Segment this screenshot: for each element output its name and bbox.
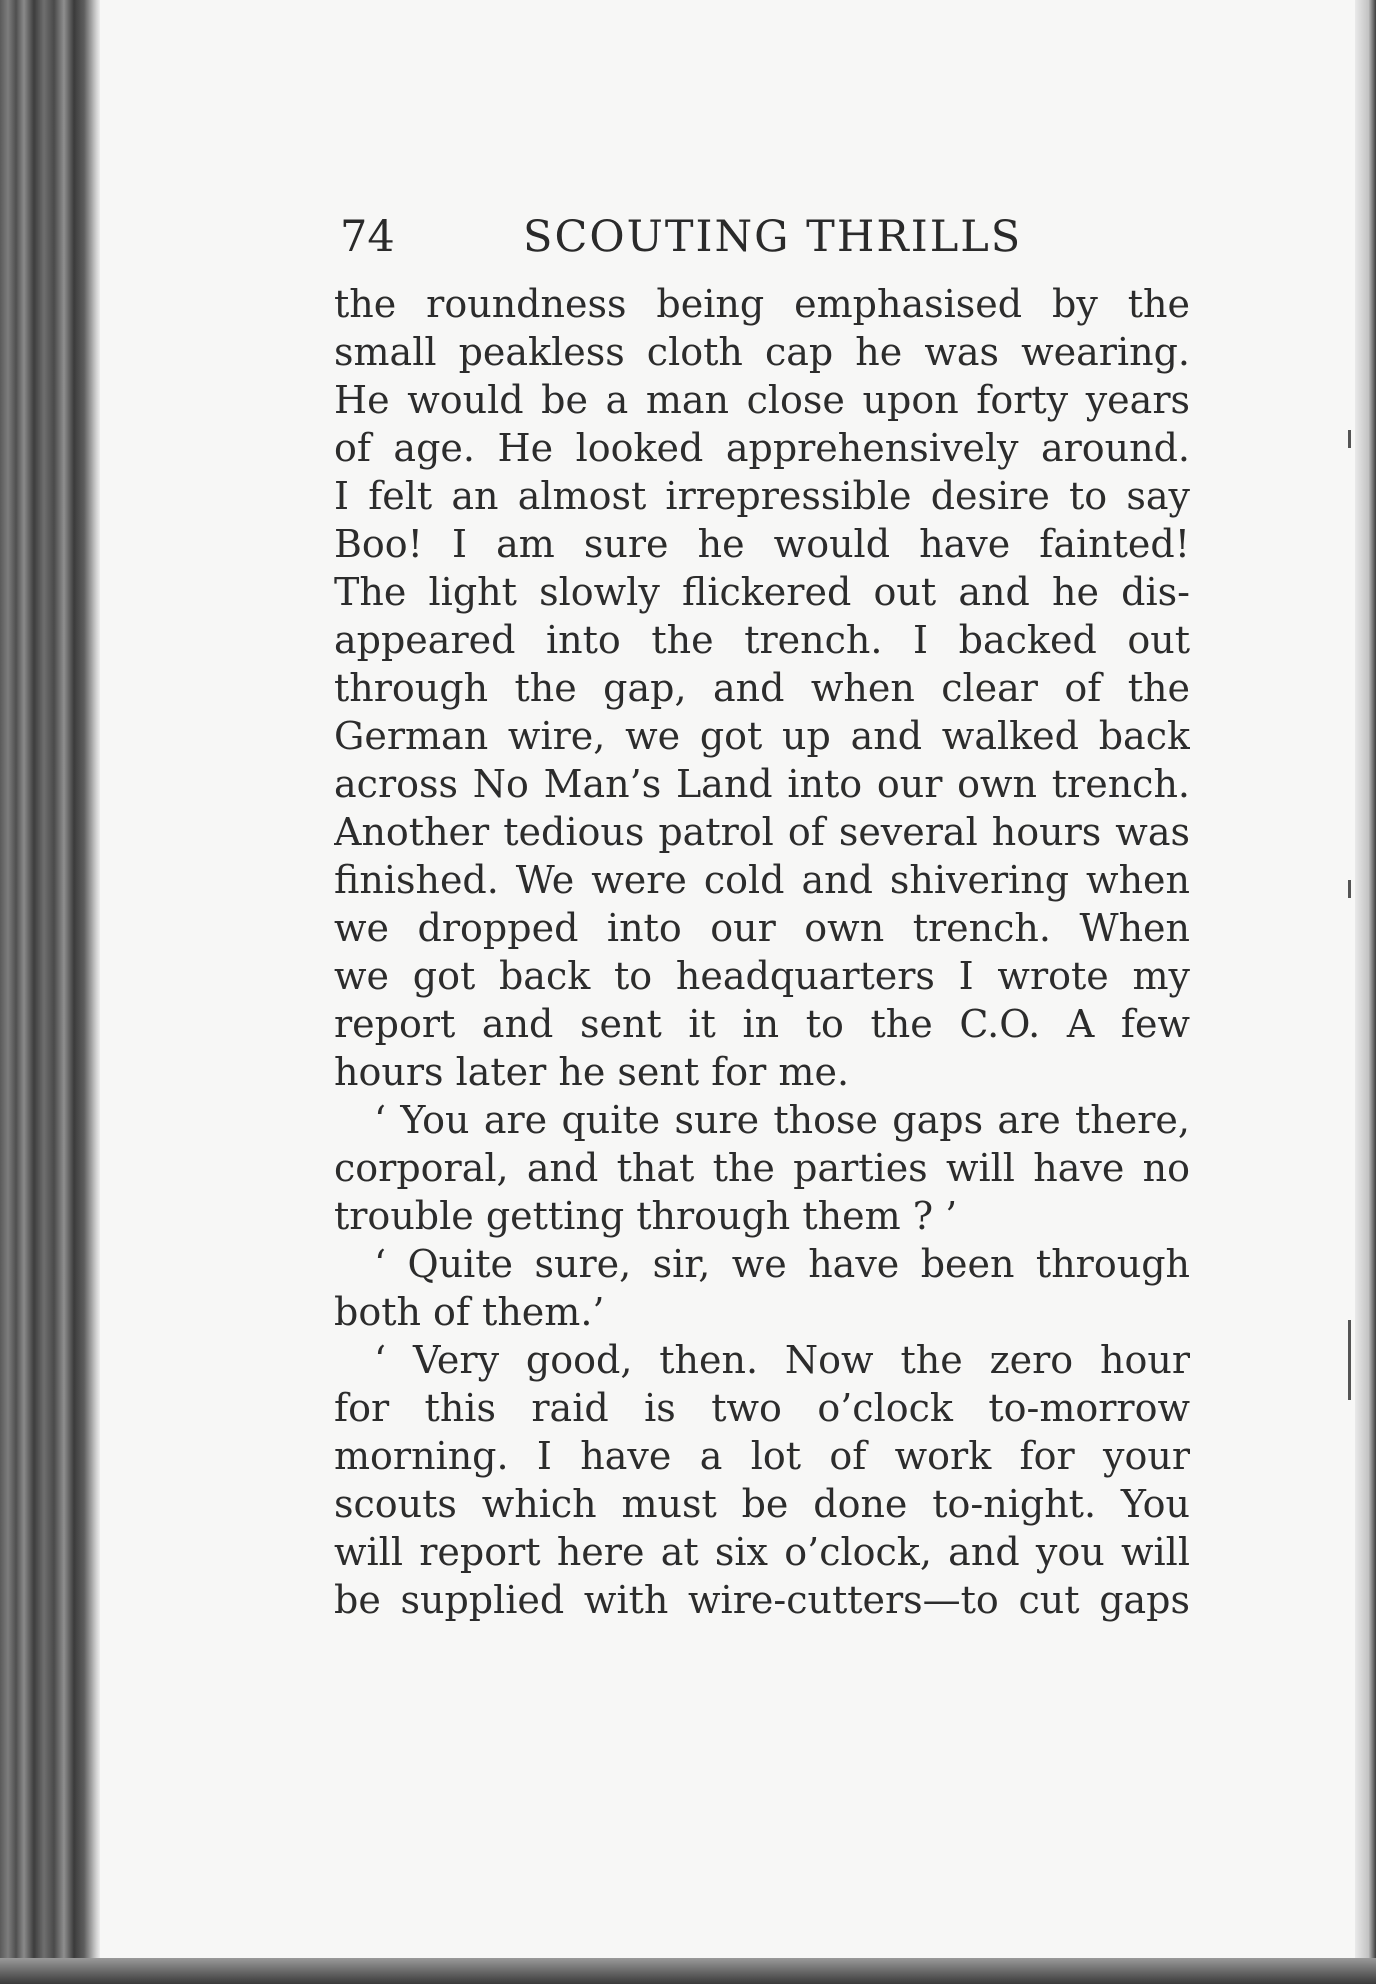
page-number: 74 bbox=[340, 212, 395, 262]
text-line: I felt an almost irrepressible desire to say bbox=[334, 474, 1190, 518]
text-line: finished. We were cold and shivering when bbox=[334, 858, 1190, 902]
text-line: corporal, and that the parties will have no bbox=[334, 1146, 1190, 1190]
text-line: small peakless cloth cap he was wearing. bbox=[334, 330, 1190, 374]
page-right-shadow bbox=[1355, 0, 1369, 1984]
text-line: for this raid is two o’clock to-morrow bbox=[334, 1386, 1190, 1430]
book-title: SCOUTING THRILLS bbox=[523, 212, 1023, 262]
book-binding-edge bbox=[0, 0, 100, 1984]
text-line: German wire, we got up and walked back bbox=[334, 714, 1190, 758]
text-line: ‘ You are quite sure those gaps are there, bbox=[374, 1098, 1190, 1142]
text-line: The light slowly flickered out and he dis- bbox=[334, 570, 1190, 614]
text-line: scouts which must be done to-night. You bbox=[334, 1482, 1190, 1526]
text-line: across No Man’s Land into our own trench. bbox=[334, 762, 1190, 806]
text-line: appeared into the trench. I backed out bbox=[334, 618, 1190, 662]
text-line: both of them.’ bbox=[334, 1290, 605, 1334]
running-head bbox=[340, 212, 1023, 262]
text-line: of age. He looked apprehensively around. bbox=[334, 426, 1190, 470]
text-line: ‘ Quite sure, sir, we have been through bbox=[374, 1242, 1190, 1286]
text-line: we dropped into our own trench. When bbox=[334, 906, 1190, 950]
text-line: hours later he sent for me. bbox=[334, 1050, 850, 1094]
margin-mark bbox=[1348, 1320, 1351, 1400]
page-bottom-edge bbox=[0, 1958, 1376, 1984]
text-line: be supplied with wire-cutters—to cut gaps bbox=[334, 1578, 1190, 1622]
page-right-edge bbox=[1369, 0, 1376, 1984]
text-line: will report here at six o’clock, and you will bbox=[334, 1530, 1190, 1574]
text-line: Another tedious patrol of several hours was bbox=[334, 810, 1190, 854]
text-line: Boo! I am sure he would have fainted! bbox=[334, 522, 1190, 566]
text-line: morning. I have a lot of work for your bbox=[334, 1434, 1190, 1478]
margin-mark bbox=[1348, 430, 1351, 448]
text-line: we got back to headquarters I wrote my bbox=[334, 954, 1190, 998]
text-line: ‘ Very good, then. Now the zero hour bbox=[374, 1338, 1190, 1382]
text-line: through the gap, and when clear of the bbox=[334, 666, 1190, 710]
body-text bbox=[334, 280, 1190, 1624]
text-line: trouble getting through them ? ’ bbox=[334, 1194, 958, 1238]
text-line: He would be a man close upon forty years bbox=[334, 378, 1190, 422]
text-line: report and sent it in to the C.O. A few bbox=[334, 1002, 1190, 1046]
text-line: the roundness being emphasised by the bbox=[334, 282, 1190, 326]
margin-mark bbox=[1348, 880, 1351, 898]
